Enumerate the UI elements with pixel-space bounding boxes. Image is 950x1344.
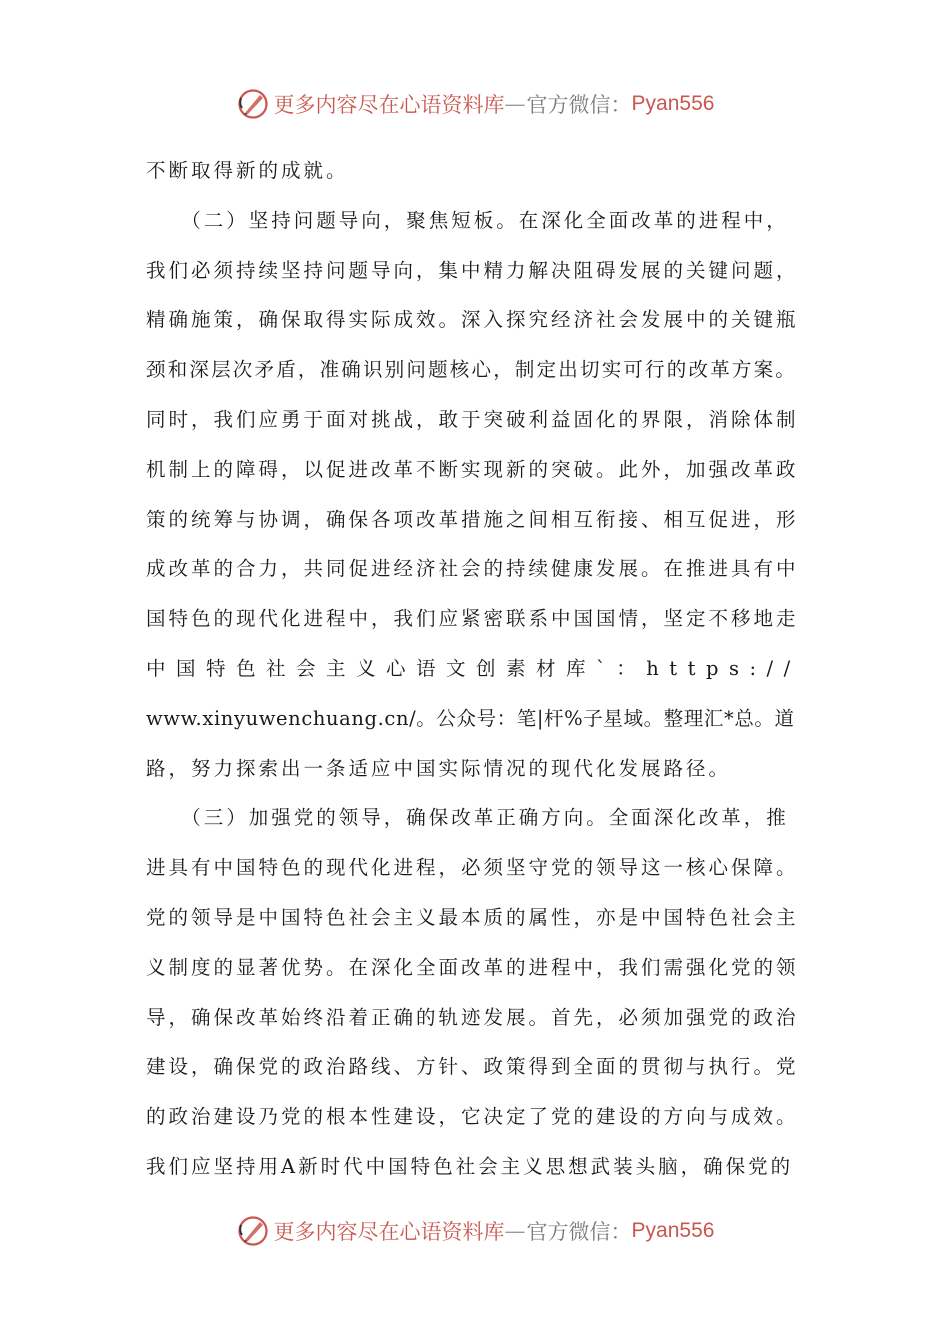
text-line-link: 中国特色社会主义心语文创素材库`：https:// xyxy=(146,656,801,680)
footer-wechat-id: Pyan556 xyxy=(631,1219,715,1242)
footer-banner xyxy=(0,1211,950,1251)
header-wechat-id: Pyan556 xyxy=(631,92,715,115)
text-line: 我们应坚持用A新时代中国特色社会主义思想武装头脑，确保党的 xyxy=(146,1154,794,1178)
text-line: 同时，我们应勇于面对挑战，敢于突破利益固化的界限，消除体制 xyxy=(146,407,799,431)
text-line: （二）坚持问题导向，聚焦短板。在深化全面改革的进程中， xyxy=(146,208,789,232)
text-line: 导，确保改革始终沿着正确的轨迹发展。首先，必须加强党的政治 xyxy=(146,1005,799,1029)
text-line-link: www.xinyuwenchuang.cn/。公众号：笔|杆%子星域。整理汇*总。道 xyxy=(146,706,795,730)
text-line: 成改革的合力，共同促进经济社会的持续健康发展。在推进具有中 xyxy=(146,557,799,581)
text-line: 策的统筹与协调，确保各项改革措施之间相互衔接、相互促进，形 xyxy=(146,507,799,531)
text-line: 我们必须持续坚持问题导向，集中精力解决阻碍发展的关键问题， xyxy=(146,258,799,282)
text-line: 进具有中国特色的现代化进程，必须坚守党的领导这一核心保障。 xyxy=(146,856,799,880)
footer-wechat-label: 官方微信： xyxy=(526,1220,632,1244)
header-brand-text: 更多内容尽在心语资料库 xyxy=(273,93,505,117)
text-line: 党的领导是中国特色社会主义最本质的属性，亦是中国特色社会主 xyxy=(146,905,799,929)
header-banner xyxy=(0,84,950,124)
text-line: 机制上的障碍，以促进改革不断实现新的突破。此外，加强改革政 xyxy=(146,457,799,481)
text-line: 颈和深层次矛盾，准确识别问题核心，制定出切实可行的改革方案。 xyxy=(146,358,798,382)
header-wechat-label: 官方微信： xyxy=(526,93,632,117)
text-line: 建设，确保党的政治路线、方针、政策得到全面的贯彻与执行。党 xyxy=(146,1055,799,1079)
header-separator: — xyxy=(504,92,527,116)
footer-separator: — xyxy=(504,1219,527,1243)
text-line: 路，努力探索出一条适应中国实际情况的现代化发展路径。 xyxy=(146,756,732,780)
quill-logo-icon xyxy=(236,1214,270,1248)
body-text xyxy=(146,146,808,1192)
text-line: 国特色的现代化进程中，我们应紧密联系中国国情，坚定不移地走 xyxy=(146,607,799,631)
text-line: 义制度的显著优势。在深化全面改革的进程中，我们需强化党的领 xyxy=(146,955,799,979)
footer-brand-text: 更多内容尽在心语资料库 xyxy=(273,1220,505,1244)
text-line: （三）加强党的领导，确保改革正确方向。全面深化改革，推 xyxy=(146,806,789,830)
text-line: 的政治建设乃党的根本性建设，它决定了党的建设的方向与成效。 xyxy=(146,1105,799,1129)
text-line: 不断取得新的成就。 xyxy=(146,159,349,182)
text-line: 精确施策，确保取得实际成效。深入探究经济社会发展中的关键瓶 xyxy=(146,308,799,332)
quill-logo-icon xyxy=(236,87,270,121)
